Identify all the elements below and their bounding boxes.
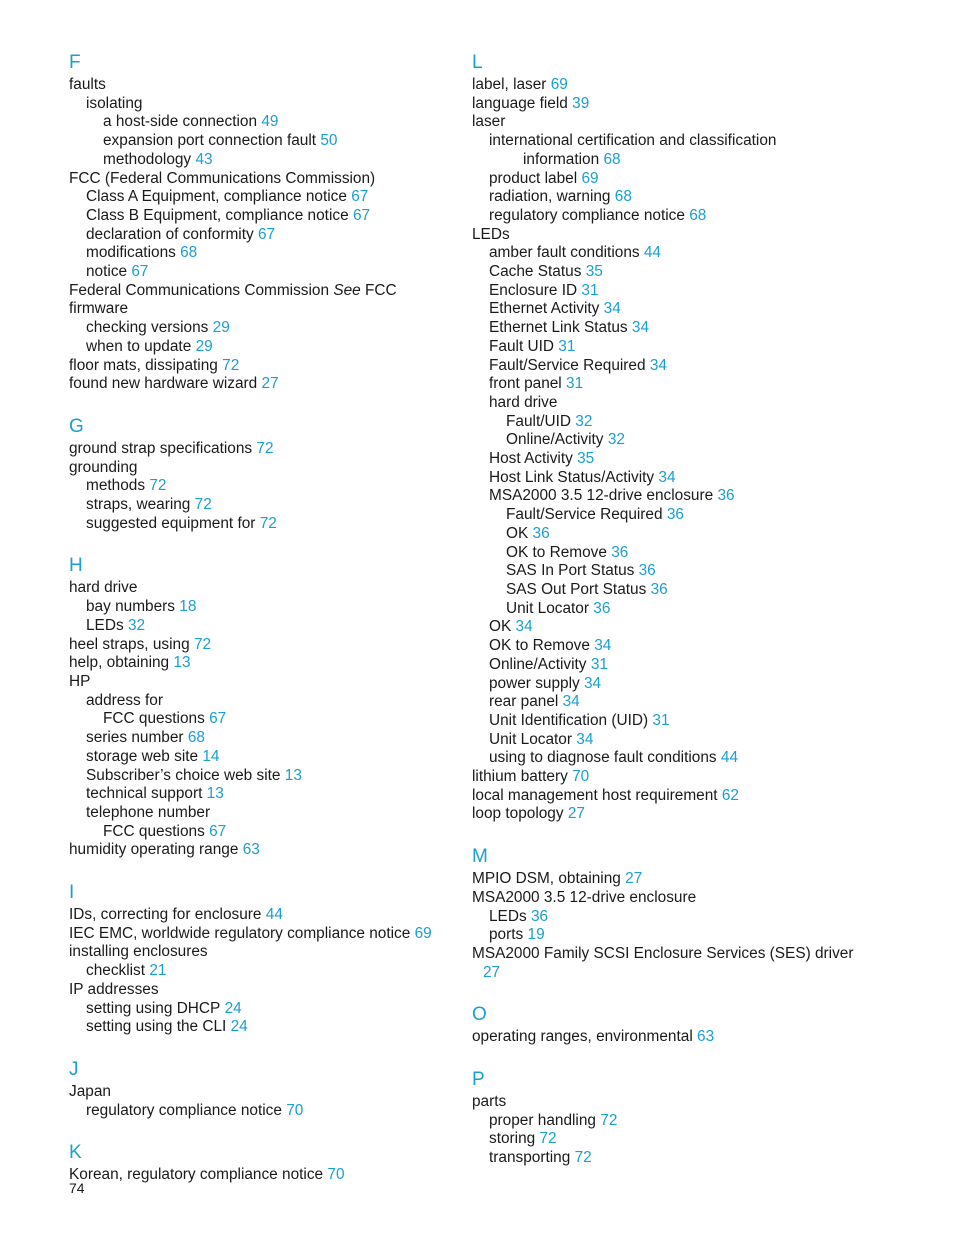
index-entry xyxy=(69,692,469,711)
index-entry xyxy=(69,170,469,189)
entry-text: laser xyxy=(472,113,506,131)
index-entry xyxy=(472,207,872,226)
index-entry xyxy=(69,338,469,357)
section-letter: F xyxy=(69,52,81,73)
index-entry xyxy=(472,431,872,450)
page-link[interactable]: 35 xyxy=(577,450,595,468)
entry-text: MSA2000 Family SCSI Enclosure Services (SES) driver xyxy=(472,944,854,962)
index-entry xyxy=(69,943,469,962)
entry-text: Online/Activity xyxy=(489,655,587,673)
index-entry xyxy=(69,1018,469,1037)
page-link[interactable]: 24 xyxy=(230,1018,248,1036)
index-entry xyxy=(69,207,469,226)
page-link[interactable]: 13 xyxy=(173,654,191,672)
entry-text: checklist xyxy=(86,962,146,980)
index-section-l xyxy=(472,50,872,824)
entry-text: lithium battery xyxy=(472,768,568,786)
section-letter: J xyxy=(69,1058,79,1080)
index-entry xyxy=(472,787,872,806)
index-column-left xyxy=(69,50,469,1205)
index-entry xyxy=(472,375,872,394)
entry-text: Ethernet Link Status xyxy=(489,319,628,337)
entry-text: a host-side connection xyxy=(103,113,258,131)
entry-text: modifications xyxy=(86,244,176,262)
page-link[interactable]: 13 xyxy=(284,766,302,784)
section-letter: G xyxy=(69,415,84,437)
page-link[interactable]: 70 xyxy=(572,768,590,786)
index-entry xyxy=(472,544,872,563)
entry-text: grounding xyxy=(69,458,138,476)
index-entry xyxy=(472,945,872,964)
page-link[interactable]: 34 xyxy=(594,637,612,655)
entry-text: technical support xyxy=(86,785,203,803)
entry-text: straps, wearing xyxy=(86,496,191,514)
entry-text: OK to Remove xyxy=(489,637,590,655)
index-section-o xyxy=(472,1002,872,1047)
page-link[interactable]: 34 xyxy=(649,356,667,374)
index-entry xyxy=(69,1166,469,1185)
entry-text: SAS Out Port Status xyxy=(506,580,647,598)
page-link[interactable]: 29 xyxy=(195,337,213,355)
entry-text: hard drive xyxy=(489,393,558,411)
page-link[interactable]: 68 xyxy=(689,206,707,224)
entry-text: Cache Status xyxy=(489,263,582,281)
page-link[interactable]: 14 xyxy=(202,747,220,765)
page-link[interactable]: 24 xyxy=(224,999,242,1017)
page-link[interactable]: 39 xyxy=(572,94,590,112)
entry-text: MSA2000 3.5 12-drive enclosure xyxy=(489,487,714,505)
entry-text: SAS In Port Status xyxy=(506,562,635,580)
index-entry xyxy=(472,805,872,824)
entry-text: power supply xyxy=(489,674,580,692)
page-link[interactable]: 36 xyxy=(593,599,611,617)
page-link[interactable]: 49 xyxy=(261,113,279,131)
page-link[interactable]: 72 xyxy=(193,635,212,653)
entry-text: OK xyxy=(506,524,529,542)
index-entry xyxy=(472,731,872,750)
entry-text: when to update xyxy=(86,337,192,355)
index-entry xyxy=(472,170,872,189)
index-entry xyxy=(472,908,872,927)
page-link[interactable]: 67 xyxy=(131,263,149,281)
index-entry xyxy=(69,151,469,170)
index-entry xyxy=(69,962,469,981)
entry-text: found new hardware wizard xyxy=(69,375,258,393)
entry-text: telephone number xyxy=(86,803,211,821)
index-entry xyxy=(472,926,872,945)
entry-text: ports xyxy=(489,926,524,944)
entry-text: FCC questions xyxy=(103,710,205,728)
entry-text: IDs, correcting for enclosure xyxy=(69,906,262,924)
entry-text: methodology xyxy=(103,150,192,168)
entry-text: Unit Identification (UID) xyxy=(489,711,649,729)
index-entry xyxy=(472,132,872,151)
index-entry xyxy=(472,244,872,263)
entry-text: address for xyxy=(86,691,163,709)
page-link[interactable]: 36 xyxy=(530,907,549,925)
index-entry xyxy=(472,357,872,376)
entry-text: faults xyxy=(69,76,106,93)
index-entry xyxy=(69,841,469,860)
entry-text: loop topology xyxy=(472,805,564,823)
entry-text: OK to Remove xyxy=(506,543,607,561)
index-section-j xyxy=(69,1057,469,1120)
page-link[interactable]: 72 xyxy=(149,477,167,495)
page-link[interactable]: 69 xyxy=(550,76,568,93)
index-entry xyxy=(69,244,469,263)
page-link[interactable]: 31 xyxy=(558,337,576,355)
index-entry xyxy=(69,617,469,636)
page-link[interactable]: 68 xyxy=(187,729,205,747)
entry-text: local management host requirement xyxy=(472,786,718,804)
index-entry xyxy=(472,226,872,245)
page-link[interactable]: 27 xyxy=(567,805,585,823)
entry-text: MSA2000 3.5 12-drive enclosure xyxy=(472,888,697,906)
page-link[interactable]: 44 xyxy=(265,906,283,924)
entry-text: Subscriber’s choice web site xyxy=(86,766,281,784)
entry-text: Fault UID xyxy=(489,337,554,355)
page-link[interactable]: 34 xyxy=(658,468,676,486)
section-letter: H xyxy=(69,555,83,577)
index-entry xyxy=(69,496,469,515)
page-link[interactable]: 34 xyxy=(562,693,580,711)
entry-text: Class A Equipment, compliance notice xyxy=(86,188,347,206)
page-link[interactable]: 72 xyxy=(574,1149,592,1167)
section-letter: M xyxy=(472,846,488,868)
index-entry xyxy=(69,459,469,478)
entry-text: using to diagnose fault conditions xyxy=(489,749,717,767)
entry-text: Fault/UID xyxy=(506,412,571,430)
page-link[interactable]: 34 xyxy=(576,730,594,748)
index-entry xyxy=(69,95,469,114)
index-entry xyxy=(472,637,872,656)
index-entry xyxy=(69,113,469,132)
entry-text: Class B Equipment, compliance notice xyxy=(86,206,349,224)
section-letter: L xyxy=(472,52,483,73)
entry-text: FCC (Federal Communications Commission) xyxy=(69,169,376,187)
entry-text: firmware xyxy=(69,300,128,318)
entry-text: isolating xyxy=(86,94,143,112)
entry-text: Ethernet Activity xyxy=(489,300,600,318)
index-entry xyxy=(472,76,872,95)
entry-text: declaration of conformity xyxy=(86,225,254,243)
index-entry xyxy=(472,300,872,319)
entry-text: storage web site xyxy=(86,747,199,765)
index-entry xyxy=(69,1102,469,1121)
see-target: FCC xyxy=(365,281,397,299)
index-entry xyxy=(69,710,469,729)
page-link[interactable]: 18 xyxy=(179,598,197,616)
entry-text: Unit Locator xyxy=(506,599,589,617)
index-entry xyxy=(69,598,469,617)
entry-text: installing enclosures xyxy=(69,943,208,961)
page-link[interactable]: 36 xyxy=(650,580,668,598)
page-number: 74 xyxy=(69,1180,85,1196)
entry-text: amber fault conditions xyxy=(489,244,640,262)
page-link[interactable]: 63 xyxy=(242,841,260,859)
index-entry xyxy=(69,729,469,748)
page-link[interactable]: 43 xyxy=(195,150,213,168)
index-entry xyxy=(472,1028,872,1047)
index-entry xyxy=(69,767,469,786)
entry-text: transporting xyxy=(489,1149,571,1167)
index-entry xyxy=(69,226,469,245)
page-link[interactable]: 67 xyxy=(209,710,227,728)
index-section-k xyxy=(69,1140,469,1185)
index-section-i xyxy=(69,880,469,1037)
entry-text: international certification and classification xyxy=(489,132,777,150)
page-link[interactable]: 13 xyxy=(206,785,224,803)
page-link[interactable]: 63 xyxy=(697,1028,715,1046)
index-entry xyxy=(69,1000,469,1019)
entry-text: IP addresses xyxy=(69,980,159,998)
page-link[interactable]: 32 xyxy=(575,412,593,430)
page-link[interactable]: 34 xyxy=(583,674,602,692)
page-link[interactable]: 72 xyxy=(194,496,212,514)
page-link[interactable]: 67 xyxy=(352,206,371,224)
index-entry xyxy=(69,515,469,534)
page-link[interactable]: 50 xyxy=(320,132,338,150)
entry-text: checking versions xyxy=(86,319,209,337)
entry-text: regulatory compliance notice xyxy=(489,206,685,224)
page-link[interactable]: 31 xyxy=(652,711,670,729)
index-entry xyxy=(472,487,872,506)
index-entry xyxy=(472,870,872,889)
entry-text: Host Activity xyxy=(489,450,573,468)
index-entry xyxy=(69,263,469,282)
page-link[interactable]: 69 xyxy=(414,924,432,942)
index-entry xyxy=(472,1093,872,1112)
index-entry xyxy=(472,693,872,712)
entry-text: product label xyxy=(489,169,578,187)
index-entry xyxy=(69,282,469,301)
page-link[interactable]: 31 xyxy=(566,375,584,393)
page-link[interactable]: 36 xyxy=(666,506,684,524)
index-entry xyxy=(69,981,469,1000)
entry-text: series number xyxy=(86,729,184,747)
index-entry xyxy=(69,357,469,376)
entry-text: Enclosure ID xyxy=(489,281,578,299)
entry-text: IEC EMC, worldwide regulatory compliance notice xyxy=(69,924,411,942)
page-link[interactable]: 68 xyxy=(180,244,198,262)
index-entry xyxy=(69,188,469,207)
index-entry xyxy=(69,925,469,944)
entry-text: Japan xyxy=(69,1082,111,1100)
index-entry xyxy=(69,1083,469,1102)
section-letter: K xyxy=(69,1142,82,1164)
index-entry xyxy=(69,748,469,767)
index-entry xyxy=(472,113,872,132)
entry-text: setting using the CLI xyxy=(86,1018,227,1036)
index-entry xyxy=(69,300,469,319)
index-entry xyxy=(472,506,872,525)
entry-text: help, obtaining xyxy=(69,654,170,672)
entry-text: setting using DHCP xyxy=(86,999,221,1017)
page-link[interactable]: 72 xyxy=(259,514,277,532)
section-letter: P xyxy=(472,1069,485,1091)
entry-text: Host Link Status/Activity xyxy=(489,468,655,486)
index-entry xyxy=(69,132,469,151)
index-entry xyxy=(472,282,872,301)
index-column-right xyxy=(472,50,872,1188)
index-section-g xyxy=(69,414,469,534)
index-entry xyxy=(472,263,872,282)
page-link[interactable]: 32 xyxy=(127,616,146,634)
page-link[interactable]: 31 xyxy=(590,655,608,673)
entry-text: information xyxy=(523,150,600,168)
page-link[interactable]: 72 xyxy=(256,439,274,457)
entry-text: notice xyxy=(86,263,128,281)
index-entry xyxy=(69,673,469,692)
index-entry xyxy=(472,562,872,581)
index-entry xyxy=(472,95,872,114)
entry-text: Unit Locator xyxy=(489,730,572,748)
index-entry xyxy=(69,579,469,598)
index-section-f xyxy=(69,50,469,394)
entry-text: radiation, warning xyxy=(489,188,611,206)
page-link[interactable]: 36 xyxy=(611,543,629,561)
index-entry xyxy=(472,413,872,432)
page-link[interactable]: 27 xyxy=(625,870,643,888)
index-entry xyxy=(472,581,872,600)
index-entry xyxy=(69,785,469,804)
entry-text: bay numbers xyxy=(86,598,175,616)
index-entry xyxy=(472,749,872,768)
page-link[interactable]: 72 xyxy=(539,1130,557,1148)
entry-text: FCC questions xyxy=(103,822,205,840)
index-entry xyxy=(472,394,872,413)
entry-text: expansion port connection fault xyxy=(103,132,317,150)
index-section-p xyxy=(472,1067,872,1168)
page-link[interactable]: 34 xyxy=(631,319,650,337)
entry-text: OK xyxy=(489,618,512,636)
section-letter: O xyxy=(472,1004,487,1026)
entry-text: floor mats, dissipating xyxy=(69,356,218,374)
index-entry xyxy=(69,636,469,655)
page-link[interactable]: 62 xyxy=(721,786,739,804)
page-link[interactable]: 36 xyxy=(638,562,656,580)
entry-text: regulatory compliance notice xyxy=(86,1101,282,1119)
index-entry xyxy=(472,712,872,731)
page-link[interactable]: 19 xyxy=(527,926,545,944)
entry-text: LEDs xyxy=(489,907,527,925)
index-entry xyxy=(472,525,872,544)
index-entry xyxy=(472,1149,872,1168)
index-entry xyxy=(472,600,872,619)
section-letter: I xyxy=(69,882,75,904)
see-reference: See xyxy=(333,281,361,299)
index-entry xyxy=(472,1112,872,1131)
index-section-h xyxy=(69,553,469,860)
entry-text: suggested equipment for xyxy=(86,514,256,532)
index-entry xyxy=(472,889,872,908)
index-section-m xyxy=(472,844,872,982)
entry-text: hard drive xyxy=(69,579,138,597)
page-link[interactable]: 68 xyxy=(603,150,621,168)
entry-text: operating ranges, environmental xyxy=(472,1028,693,1046)
page-link[interactable]: 44 xyxy=(720,749,739,767)
entry-text: storing xyxy=(489,1130,536,1148)
page-link[interactable]: 29 xyxy=(212,319,230,337)
page-link[interactable]: 72 xyxy=(222,356,240,374)
page-link[interactable]: 32 xyxy=(607,431,625,449)
page-link[interactable]: 27 xyxy=(261,375,279,393)
page-link[interactable]: 67 xyxy=(209,822,227,840)
index-entry xyxy=(472,319,872,338)
entry-text: Korean, regulatory compliance notice xyxy=(69,1166,324,1184)
page-link[interactable]: 31 xyxy=(581,281,599,299)
entry-text: label, laser xyxy=(472,76,547,93)
entry-text: Federal Communications Commission xyxy=(69,281,330,299)
index-entry xyxy=(69,375,469,394)
entry-text: front panel xyxy=(489,375,562,393)
page-link[interactable]: 70 xyxy=(286,1101,304,1119)
index-entry xyxy=(69,477,469,496)
index-entry xyxy=(69,319,469,338)
index-entry xyxy=(472,964,872,983)
page-link[interactable]: 44 xyxy=(643,244,661,262)
page-link[interactable]: 67 xyxy=(351,188,369,206)
index-entry xyxy=(472,469,872,488)
index-entry xyxy=(472,151,872,170)
page-link[interactable]: 34 xyxy=(515,618,533,636)
page-link[interactable]: 72 xyxy=(600,1111,618,1129)
entry-text: HP xyxy=(69,672,91,690)
page-link[interactable]: 35 xyxy=(585,263,603,281)
page-link[interactable]: 70 xyxy=(327,1166,345,1184)
index-entry xyxy=(472,675,872,694)
index-entry xyxy=(69,804,469,823)
entry-text: methods xyxy=(86,477,146,495)
entry-text: parts xyxy=(472,1093,507,1111)
entry-text: proper handling xyxy=(489,1111,596,1129)
index-entry xyxy=(69,76,469,95)
index-entry xyxy=(69,906,469,925)
index-entry xyxy=(472,656,872,675)
entry-text: Fault/Service Required xyxy=(489,356,646,374)
page-link[interactable]: 67 xyxy=(257,225,276,243)
index-entry xyxy=(472,1130,872,1149)
entry-text: LEDs xyxy=(86,616,124,634)
index-entry xyxy=(472,450,872,469)
page-link[interactable]: 21 xyxy=(149,962,167,980)
entry-text: rear panel xyxy=(489,693,559,711)
index-entry xyxy=(472,338,872,357)
entry-text: MPIO DSM, obtaining xyxy=(472,870,621,888)
entry-text: ground strap specifications xyxy=(69,439,253,457)
page-link[interactable]: 69 xyxy=(581,169,599,187)
index-entry xyxy=(69,823,469,842)
page-link[interactable]: 36 xyxy=(532,524,550,542)
page-link[interactable]: 36 xyxy=(717,487,735,505)
page-link[interactable]: 68 xyxy=(614,188,632,206)
entry-text: Online/Activity xyxy=(506,431,604,449)
page-link[interactable]: 34 xyxy=(603,300,621,318)
index-entry xyxy=(69,440,469,459)
index-entry xyxy=(472,618,872,637)
entry-text: humidity operating range xyxy=(69,841,239,859)
entry-text: Fault/Service Required xyxy=(506,506,663,524)
entry-text: language field xyxy=(472,94,568,112)
entry-text: LEDs xyxy=(472,225,510,243)
index-entry xyxy=(69,654,469,673)
page-link[interactable]: 27 xyxy=(483,963,501,981)
index-entry xyxy=(472,768,872,787)
index-entry xyxy=(472,188,872,207)
entry-text: heel straps, using xyxy=(69,635,190,653)
